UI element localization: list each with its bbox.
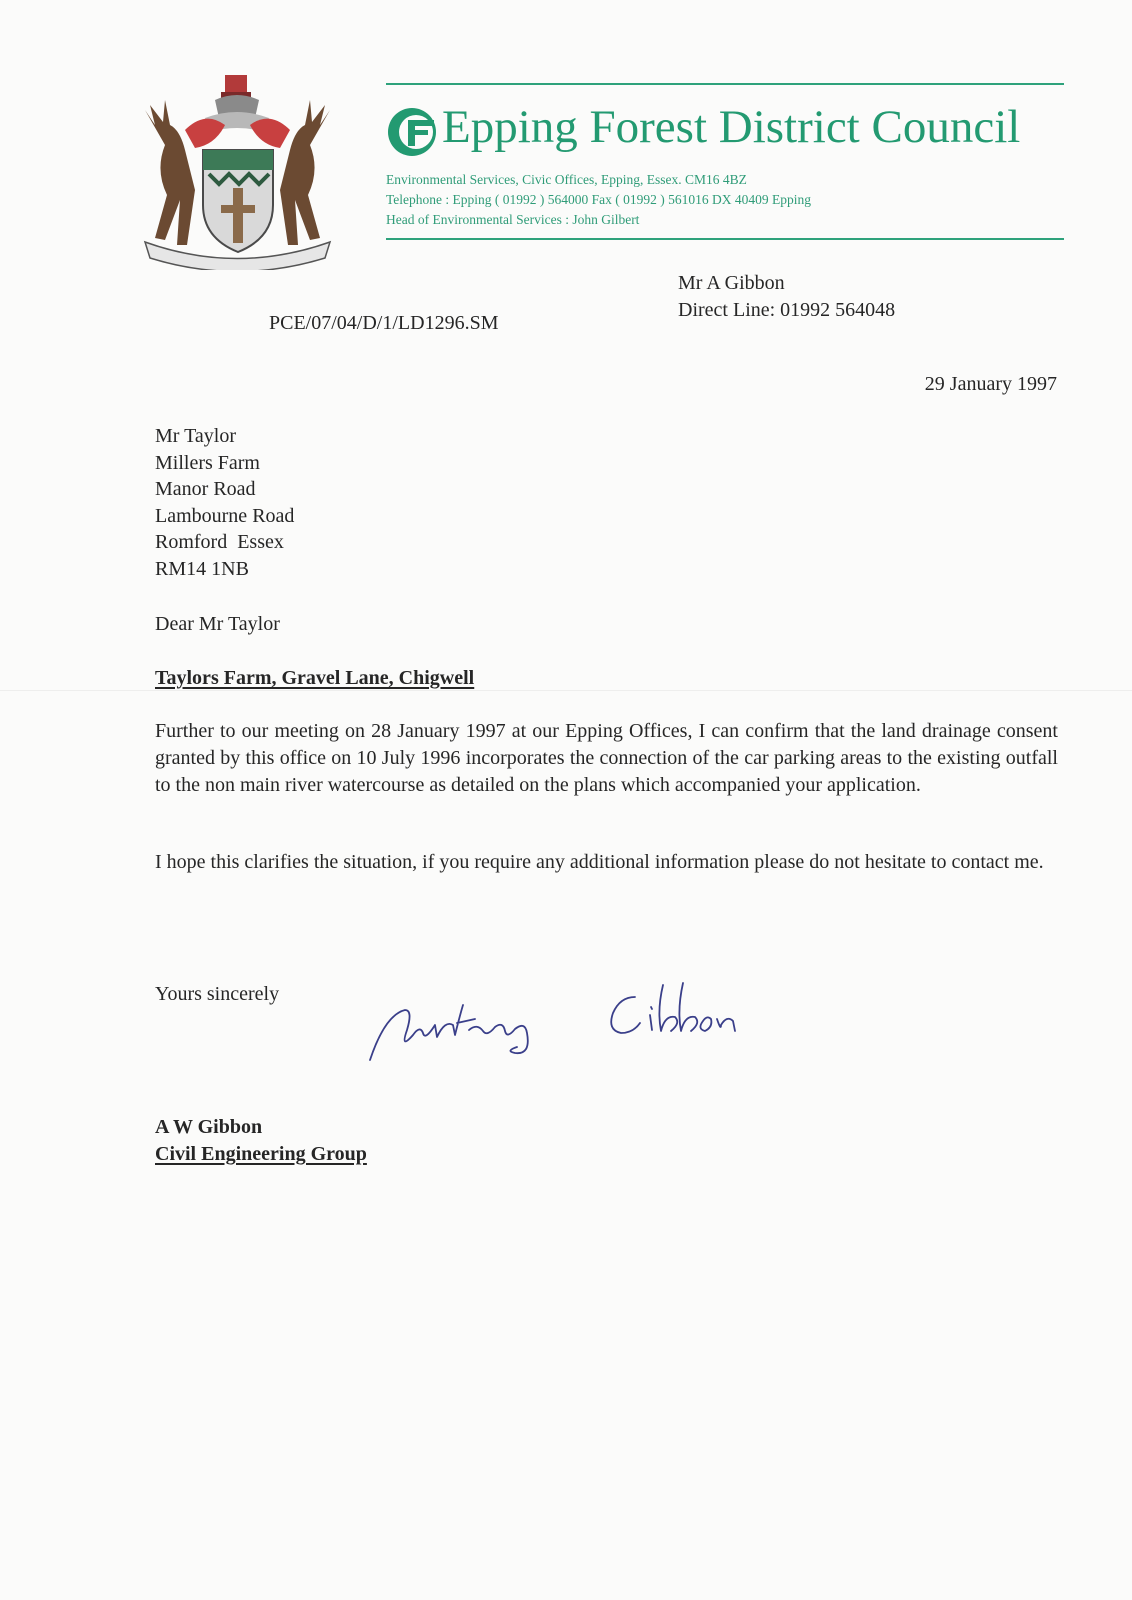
coat-of-arms-icon <box>125 70 350 270</box>
contact-phone: Telephone : Epping ( 01992 ) 564000 Fax ( 01992 ) 561016 DX 40409 Epping <box>386 192 812 207</box>
direct-line: Direct Line: 01992 564048 <box>678 299 896 321</box>
letterhead-brand <box>386 96 1064 166</box>
letter-date: 29 January 1997 <box>924 373 1057 395</box>
body-paragraph-2: I hope this clarifies the situation, if you require any additional information please do not hesitate to contact me. <box>155 851 1044 873</box>
letterhead-bottom-rule <box>386 238 1064 240</box>
closing: Yours sincerely <box>155 983 280 1005</box>
reference-number: PCE/07/04/D/1/LD1296.SM <box>269 312 499 334</box>
letterhead-contact <box>386 170 1064 230</box>
address-line: RM14 1NB <box>155 557 249 580</box>
signer-name: A W Gibbon <box>155 1116 263 1138</box>
officer-block <box>678 270 895 324</box>
recipient-address <box>155 423 294 582</box>
salutation: Dear Mr Taylor <box>155 613 280 635</box>
signer-block <box>155 1114 367 1168</box>
address-line: Millers Farm <box>155 451 260 474</box>
body-paragraph-1: Further to our meeting on 28 January 1997 at our Epping Offices, I can confirm that the land drainage consent granted by this office on 10 July 1996 incorporates the connection of the car parking areas to the existing outfall to the non main river watercourse as detailed on the plans which accompanied your application. <box>155 720 1058 796</box>
address-line: Lambourne Road <box>155 504 295 527</box>
signer-department: Civil Engineering Group <box>155 1143 367 1165</box>
address-line: Romford Essex <box>155 531 284 553</box>
officer-name: Mr A Gibbon <box>678 272 785 294</box>
address-line: Manor Road <box>155 478 256 500</box>
contact-address: Environmental Services, Civic Offices, Epping, Essex. CM16 4BZ <box>386 172 747 187</box>
handwritten-signature <box>365 975 765 1085</box>
letterhead-top-rule <box>386 83 1064 85</box>
address-line: Mr Taylor <box>155 425 236 447</box>
contact-head: Head of Environmental Services : John Gilbert <box>386 212 640 227</box>
efdc-logo-icon <box>386 100 442 160</box>
organisation-name: Epping Forest District Council <box>442 101 1021 153</box>
paper-fold-line <box>0 690 1132 691</box>
subject-line: Taylors Farm, Gravel Lane, Chigwell <box>155 667 475 689</box>
